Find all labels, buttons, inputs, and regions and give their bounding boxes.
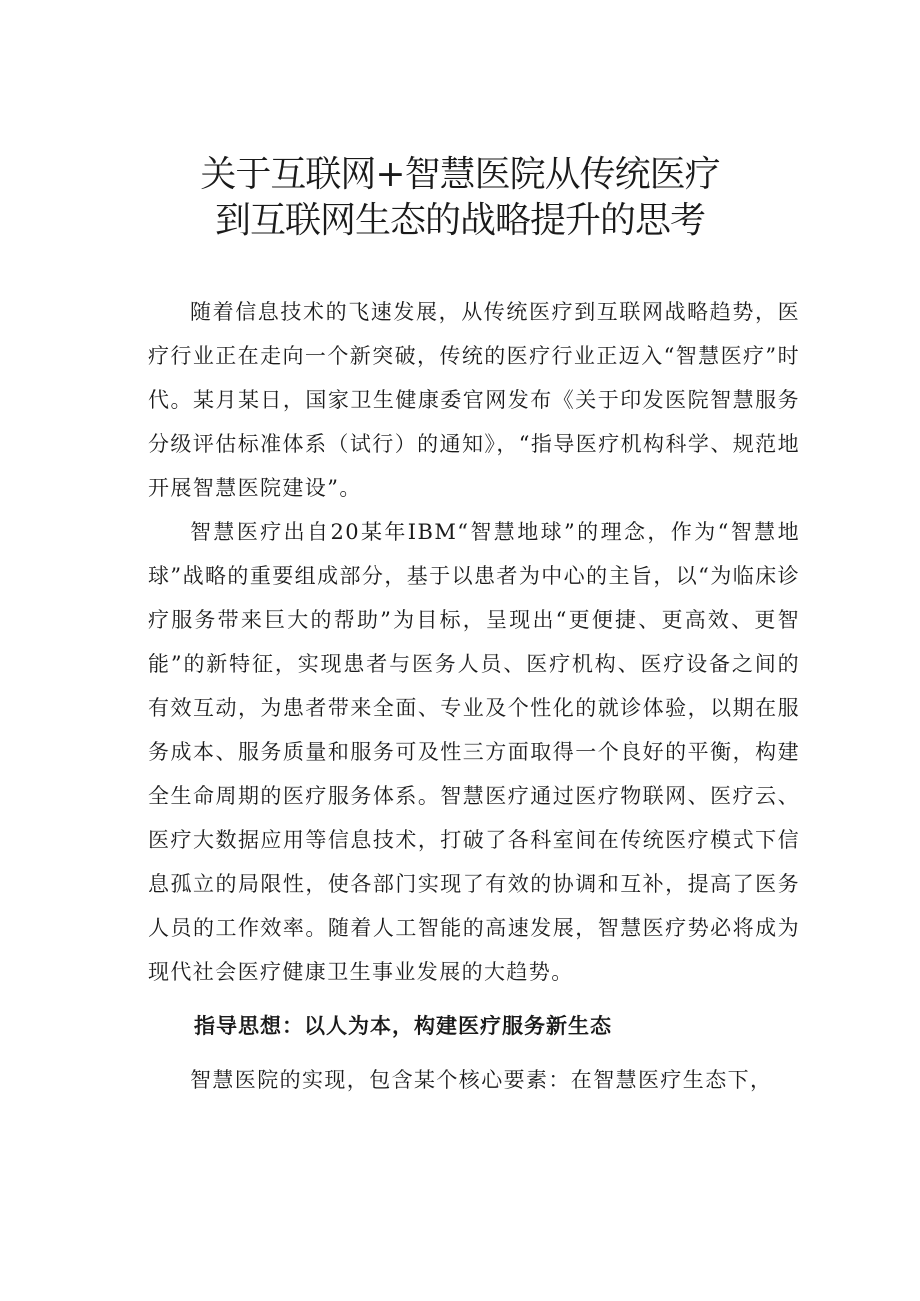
title-line-2: 到互联网生态的战略提升的思考 [214,200,705,241]
document-body [148,290,800,1102]
title-line-1: 关于互联网+智慧医院从传统医疗 [200,154,720,195]
paragraph-1: 随着信息技术的飞速发展，从传统医疗到互联网战略趋势，医疗行业正在走向一个新突破，传统的医疗行业正迈入“智慧医疗”时代。某月某日，国家卫生健康委官网发布《关于印发医院智慧服务分级评估标准体系（试行）的通知》，“指导医疗机构科学、规范地开展智慧医院建设”。 [148,300,800,500]
paragraph-2: 智慧医疗出自20某年IBM“智慧地球”的理念，作为“智慧地球”战略的重要组成部分，基于以患者为中心的主旨，以“为临床诊疗服务带来巨大的帮助”为目标，呈现出“更便捷、更高效、更智能”的新特征，实现患者与医务人员、医疗机构、医疗设备之间的有效互动，为患者带来全面、专业及个性化的就诊体验，以期在服务成本、服务质量和服务可及性三方面取得一个良好的平衡，构建全生命周期的医疗服务体系。智慧医疗通过医疗物联网、医疗云、医疗大数据应用等信息技术，打破了各科室间在传统医疗模式下信息孤立的局限性，使各部门实现了有效的协调和互补，提高了医务人员的工作效率。随着人工智能的高速发展，智慧医疗势必将成为现代社会医疗健康卫生事业发展的大趋势。 [148,520,800,984]
paragraph-3: 智慧医院的实现，包含某个核心要素：在智慧医疗生态下， [190,1068,773,1092]
document-title [0,152,920,244]
section-heading: 指导思想：以人为本，构建医疗服务新生态 [194,1014,612,1038]
